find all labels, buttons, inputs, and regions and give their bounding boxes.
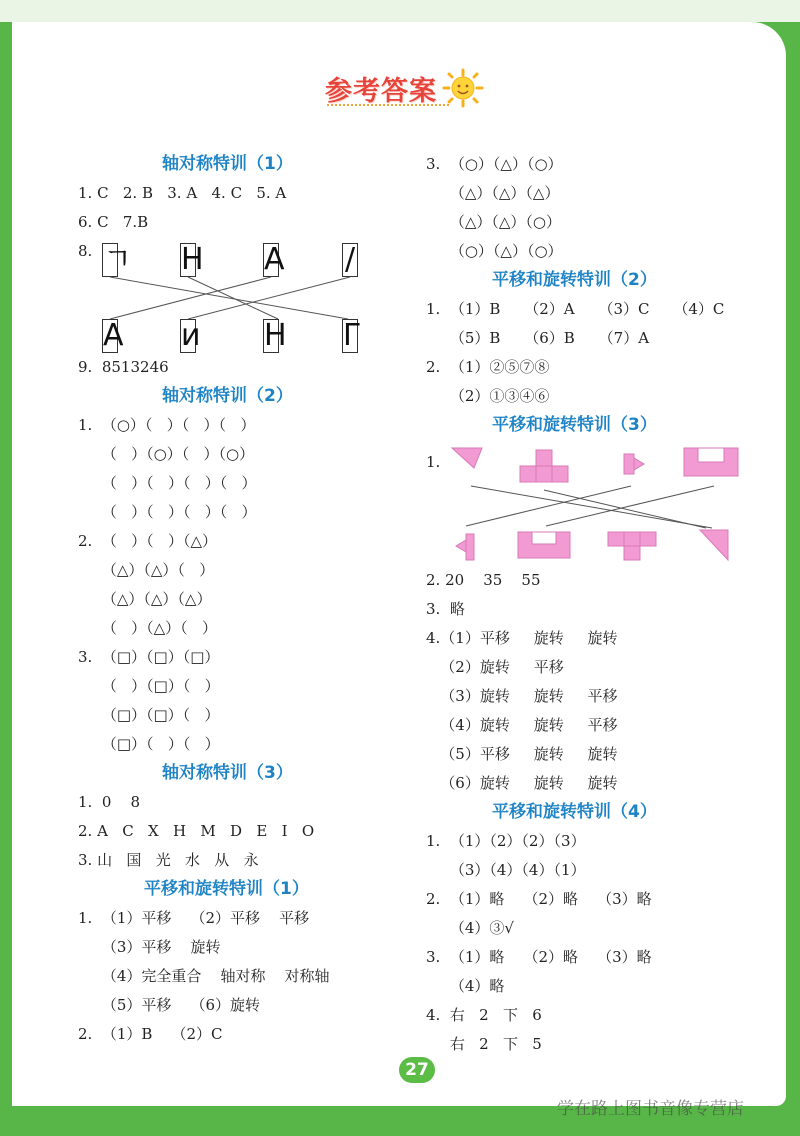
answer-line: 4.（1）平移 旋转 旋转: [426, 629, 618, 647]
answer-line: （4）③√: [426, 919, 514, 937]
mirror-letter-box: Γ: [343, 318, 360, 353]
section-title: 平移和旋转特训（4）: [492, 802, 657, 822]
answer-line: 1. （1）平移 （2）平移 平移: [78, 909, 310, 927]
pink-t-block-shape: [608, 532, 656, 560]
page-number-badge: 27: [399, 1057, 435, 1083]
mirror-letter-box: ㄱ: [103, 242, 132, 277]
answer-line: （△）（△）（△）: [426, 184, 560, 202]
answer-line: 2. （1）B （2）C: [78, 1025, 223, 1043]
answer-line: 6. C 7.B: [78, 213, 149, 231]
right-column: [426, 150, 766, 1059]
answer-line: 3. （1）略 （2）略 （3）略: [426, 948, 652, 966]
pink-shapes-figure: [426, 440, 746, 566]
answer-line: （6）旋转 旋转 旋转: [426, 774, 618, 792]
left-column: [78, 150, 378, 1049]
section-title: 平移和旋转特训（3）: [492, 415, 657, 435]
pink-u-block-shape: [684, 448, 738, 476]
answer-line: （5）平移 旋转 旋转: [426, 745, 618, 763]
section-title: 平移和旋转特训（1）: [144, 879, 309, 899]
answer-line: 1. （1）B （2）A （3）C （4）C: [426, 300, 725, 318]
answer-line: 1. C 2. B 3. A 4. C 5. A: [78, 184, 287, 202]
answer-line: 4. 右 2 下 6: [426, 1006, 542, 1024]
answer-line: 2. （1）②⑤⑦⑧: [426, 358, 550, 376]
pink-triangle-shape: [452, 448, 482, 468]
answer-line: 1. 0 8: [78, 793, 141, 811]
answer-line: 3. 略: [426, 600, 465, 618]
section-title: 轴对称特训（2）: [162, 386, 293, 406]
pink-u-block-shape: [518, 532, 570, 558]
section-title: 轴对称特训（3）: [162, 763, 293, 783]
answer-line: （△）（△）（△）: [78, 590, 212, 608]
answer-line: 3. 山 国 光 水 从 永: [78, 851, 259, 869]
top-edge-strip: [0, 0, 800, 22]
section-title: 轴对称特训（1）: [162, 154, 293, 174]
answer-line: （3）平移 旋转: [78, 938, 221, 956]
answer-line: （□）（□）（ ）: [78, 706, 220, 724]
answer-line: 1. （1）（2）（2）（3）: [426, 832, 586, 850]
answer-line: （3）旋转 旋转 平移: [426, 687, 618, 705]
smiling-sun-icon: [441, 68, 485, 108]
answer-line: （ ）（□）（ ）: [78, 677, 220, 695]
answer-line: （ ）（ ）（ ）（ ）: [78, 474, 257, 492]
mirror-letter-box: ᴎ: [181, 318, 201, 353]
mirror-letter-box: A: [103, 318, 124, 353]
answer-line: （4）略: [426, 977, 505, 995]
answer-line: 9. 8513246: [78, 358, 169, 376]
mirror-letter-box: H: [264, 318, 287, 353]
title-underline: [327, 104, 449, 109]
store-watermark: 学在路上图书音像专营店: [557, 1099, 744, 1119]
answer-line: 2. （1）略 （2）略 （3）略: [426, 890, 652, 908]
mirror-letter-box: A: [264, 242, 285, 277]
q1-label: 1.: [426, 453, 441, 471]
answer-line: 3. （□）（□）（□）: [78, 648, 220, 666]
answer-line: （△）（△）（ ）: [78, 561, 215, 579]
answer-line: （□）（ ）（ ）: [78, 735, 220, 753]
pink-triangle-shape: [700, 530, 728, 560]
answer-line: 2. （ ）（ ）（△）: [78, 532, 217, 550]
answer-line: （ ）（△）（ ）: [78, 619, 217, 637]
q8-matching-figure: [78, 237, 378, 353]
pink-t-block-shape: [520, 450, 568, 482]
answer-line: （2）旋转 平移: [426, 658, 564, 676]
mirror-letter-box: /: [342, 243, 358, 277]
answer-line: （4）完全重合 轴对称 对称轴: [78, 967, 330, 985]
section-title: 平移和旋转特训（2）: [492, 270, 657, 290]
q8-label: 8.: [78, 242, 93, 260]
pink-flag-shape: [624, 454, 644, 474]
answer-line: （ ）（○）（ ）（○）: [78, 445, 255, 463]
answer-line: 1. （○）（ ）（ ）（ ）: [78, 416, 256, 434]
mirror-letter-box: H: [181, 242, 204, 277]
answer-line: 3. （○）（△）（○）: [426, 155, 563, 173]
answer-line: （○）（△）（○）: [426, 242, 563, 260]
answer-line: （4）旋转 旋转 平移: [426, 716, 618, 734]
pink-flag-shape: [456, 534, 474, 560]
answer-line: （△）（△）（○）: [426, 213, 562, 231]
answer-line: （2）①③④⑥: [426, 387, 550, 405]
answer-line: 右 2 下 5: [426, 1035, 542, 1053]
answer-line: （5）平移 （6）旋转: [78, 996, 261, 1014]
answer-line: （3）（4）（4）（1）: [426, 861, 586, 879]
answer-line: （ ）（ ）（ ）（ ）: [78, 503, 257, 521]
page-title: 参考答案: [325, 75, 437, 107]
answer-line: （5）B （6）B （7）A: [426, 329, 650, 347]
answer-line: 2. A C X H M D E I O: [78, 822, 315, 840]
page-header: [325, 68, 485, 108]
rotation-matching-figure: [426, 440, 766, 566]
answer-line: 2. 20 35 55: [426, 571, 541, 589]
